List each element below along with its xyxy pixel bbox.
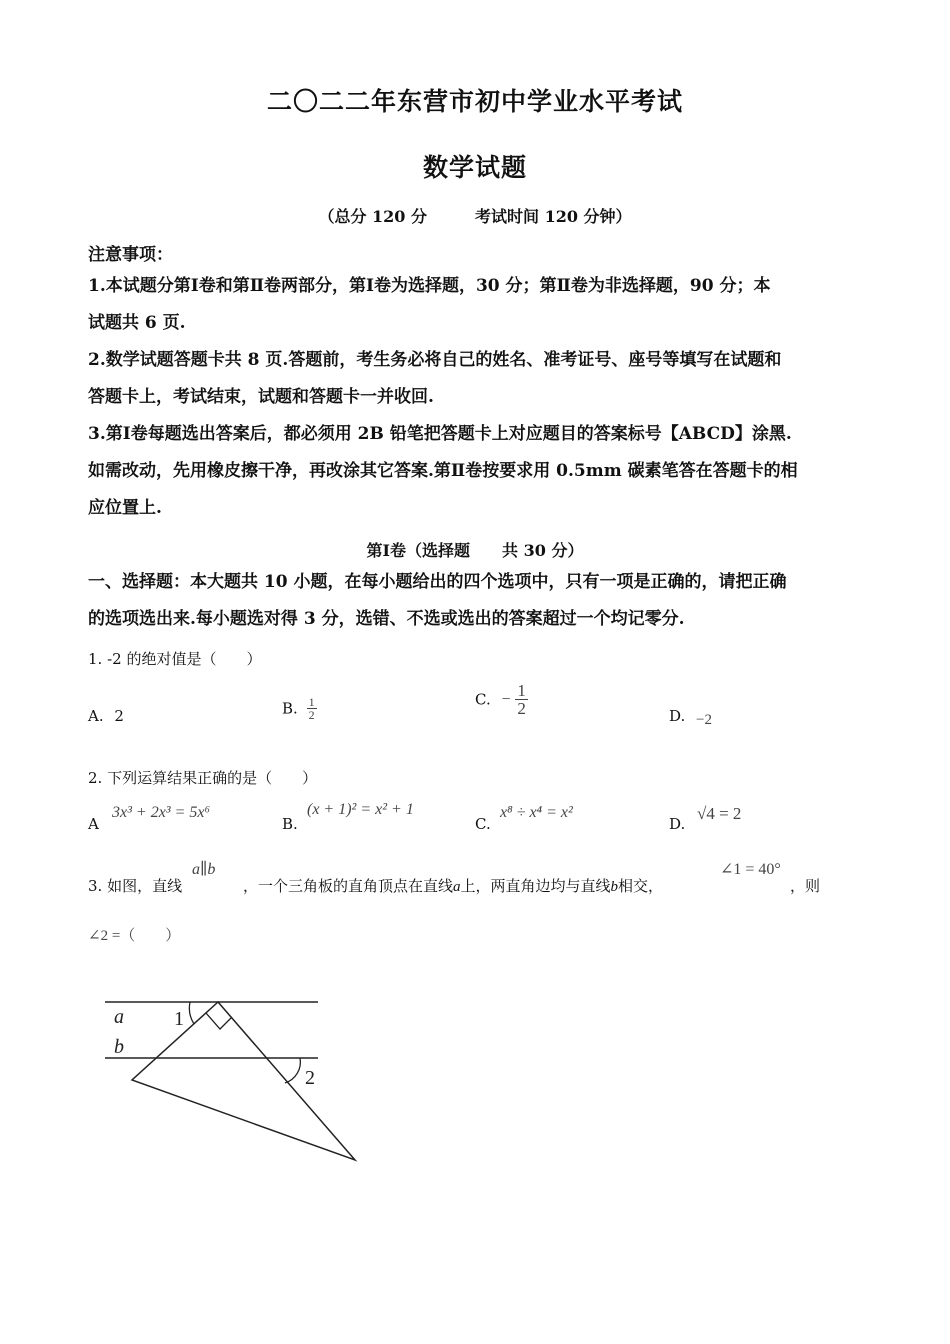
notes-line: 2.数学试题答题卡共 8 页.答题前，考生务必将自己的姓名、准考证号、座号等填写在试题和 [88, 350, 782, 370]
triangle-figure [100, 990, 370, 1170]
option-value: 2 [114, 707, 124, 725]
q3-prefix: 3. 如图，直线 [88, 877, 183, 895]
right-angle-mark [206, 1013, 232, 1029]
notes-heading: 注意事项： [88, 245, 173, 265]
q3-line2: ∠2 =（ ） [88, 928, 181, 944]
q1-option-b [282, 696, 317, 721]
option-label: B. [282, 815, 298, 833]
label-1: 1 [174, 1008, 184, 1030]
option-label: D. [669, 707, 686, 725]
label-2: 2 [305, 1067, 315, 1089]
label-a: a [114, 1006, 124, 1028]
exam-subtitle: 数学试题 [422, 153, 527, 182]
option-label: B. [282, 699, 298, 718]
minus-sign: − [501, 690, 511, 708]
q3-angle1: ∠1 = 40° [720, 861, 781, 878]
q2-option-a-expr: 3x³ + 2x³ = 5x⁶ [112, 804, 211, 821]
q3-parallel: a∥b [192, 861, 216, 878]
option-label: C. [475, 815, 491, 833]
q2-option-b [282, 815, 298, 833]
q1-option-c [475, 682, 528, 717]
q2-option-c-expr: x⁸ ÷ x⁴ = x² [500, 804, 573, 821]
notes-line: 1.本试题分第Ⅰ卷和第Ⅱ卷两部分，第Ⅰ卷为选择题，30 分；第Ⅱ卷为非选择题，90 分；本 [88, 276, 771, 296]
notes-line: 应位置上. [88, 498, 162, 518]
var-a: a [453, 879, 461, 895]
section-instructions: 一、选择题：本大题共 10 小题，在每小题给出的四个选项中，只有一项是正确的，请把正确 [88, 572, 787, 592]
option-value: −2 [696, 712, 713, 728]
q2-option-d-expr: √4 = 2 [697, 804, 742, 823]
notes-line: 试题共 6 页. [88, 313, 186, 333]
section-instructions: 的选项选出来.每小题选对得 3 分，选错、不选或选出的答案超过一个均记零分. [88, 609, 685, 629]
q2-option-b-expr: (x + 1)² = x² + 1 [307, 801, 414, 818]
q3-suffix: ，则 [790, 877, 821, 895]
option-label: A [88, 815, 99, 833]
q1-option-a [88, 707, 124, 725]
question-2-stem: 2. 下列运算结果正确的是（ ） [88, 769, 318, 787]
angle-2-arc [285, 1058, 300, 1083]
q2-option-d [669, 815, 685, 833]
q2-option-a [88, 815, 99, 833]
var-b: b [610, 879, 619, 895]
notes-line: 如需改动，先用橡皮擦干净，再改涂其它答案.第Ⅱ卷按要求用 0.5mm 碳素笔答在答题卡的相 [88, 461, 798, 481]
label-b: b [114, 1036, 124, 1058]
question-1-stem: 1. -2 的绝对值是（ ） [88, 650, 262, 668]
exam-title: 二〇二二年东营市初中学业水平考试 [266, 87, 683, 116]
triangle [132, 1002, 355, 1160]
option-label: A. [88, 707, 104, 725]
section-title: 第Ⅰ卷（选择题 共 30 分） [366, 541, 584, 560]
score-info: （总分 120 分 考试时间 120 分钟） [318, 207, 632, 226]
fraction: $\frac{1}{2}$ [517, 681, 526, 718]
option-label: D. [669, 815, 686, 833]
q1-option-d [669, 707, 712, 726]
q3-text: ，一个三角板的直角顶点在直线 [243, 877, 454, 895]
notes-line: 答题卡上，考试结束，试题和答题卡一并收回. [88, 387, 434, 407]
notes-line: 3.第Ⅰ卷每题选出答案后，都必须用 2B 铅笔把答题卡上对应题目的答案标号【ABCD】涂黑. [88, 424, 792, 444]
q3-text: 相交， [618, 877, 664, 895]
q2-option-c [475, 815, 491, 833]
q3-text: 上，两直角边均与直线 [460, 877, 611, 895]
angle-1-arc [189, 1002, 194, 1024]
q3-middle [243, 875, 663, 896]
option-label: C. [475, 690, 491, 709]
fraction: $\frac{1}{2}$ [308, 695, 315, 722]
